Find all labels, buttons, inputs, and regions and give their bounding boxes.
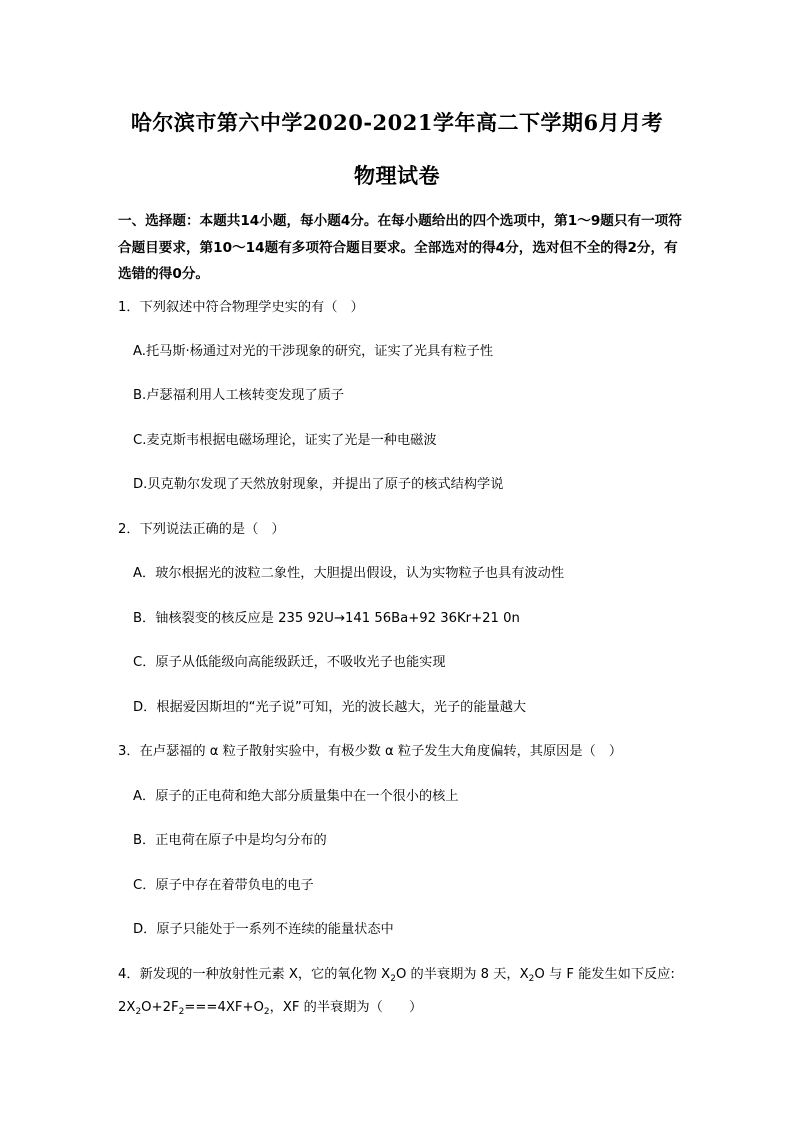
- question-3-option-c: C．原子中存在着带负电的电子: [133, 878, 314, 893]
- question-3-option-b: B．正电荷在原子中是均匀分布的: [133, 833, 327, 848]
- question-1-option-b: B.卢瑟福利用人工核转变发现了质子: [133, 388, 345, 403]
- section-instructions: 一、选择题：本题共14小题，每小题4分。在每小题给出的四个选项中，第1～9题只有一项符合题目要求，第10～14题有多项符合题目要求。全部选对的得4分，选对但不全的得2分，有选错的得0分。: [118, 213, 682, 282]
- q4-text-part: O 与 F 能发生如下反应:: [534, 967, 675, 982]
- exam-title: 哈尔滨市第六中学2020-2021学年高二下学期6月月考: [130, 110, 664, 135]
- question-3-option-a: A．原子的正电荷和绝大部分质量集中在一个很小的核上: [133, 789, 459, 804]
- question-4-stem-line-2: [118, 998, 422, 1018]
- exam-subtitle: 物理试卷: [354, 163, 440, 188]
- q4-text-part: O 的半衰期为 8 天，X: [395, 967, 529, 982]
- q4-text-part: 2X: [118, 1000, 136, 1015]
- subscript-2: 2: [135, 1007, 142, 1017]
- q4-text-part: ===4XF+O: [184, 1000, 264, 1015]
- subscript-2: 2: [390, 974, 396, 984]
- question-1-option-a: A.托马斯·杨通过对光的干涉现象的研究，证实了光具有粒子性: [133, 344, 494, 359]
- subscript-2: 2: [263, 1007, 270, 1017]
- q4-text-part: ，XF 的半衰期为（ ）: [269, 1000, 423, 1015]
- question-3-option-d: D．原子只能处于一系列不连续的能量状态中: [133, 922, 394, 937]
- q4-text-part: 4．新发现的一种放射性元素 X，它的氧化物 X: [118, 967, 391, 982]
- question-1-option-c: C.麦克斯韦根据电磁场理论，证实了光是一种电磁波: [133, 433, 437, 448]
- question-1-stem: 1．下列叙述中符合物理学史实的有（ ）: [118, 300, 364, 315]
- question-4-stem-line-1: [118, 965, 675, 985]
- question-2-option-b: B．铀核裂变的核反应是 235 92U→141 56Ba+92 36Kr+21 0n: [133, 611, 520, 626]
- question-2-stem: 2．下列说法正确的是（ ）: [118, 522, 285, 537]
- q4-text-part: O+2F: [141, 1000, 179, 1015]
- question-3-stem: 3．在卢瑟福的 α 粒子散射实验中，有极少数 α 粒子发生大角度偏转，其原因是（ ）: [118, 744, 623, 759]
- question-1-option-d: D.贝克勒尔发现了天然放射现象，并提出了原子的核式结构学说: [133, 477, 504, 492]
- question-2-option-a: A．玻尔根据光的波粒二象性，大胆提出假设，认为实物粒子也具有波动性: [133, 566, 565, 581]
- question-2-option-c: C．原子从低能级向高能级跃迁，不吸收光子也能实现: [133, 655, 446, 670]
- subscript-2: 2: [528, 974, 535, 984]
- subscript-2: 2: [178, 1007, 185, 1017]
- question-2-option-d: D．根据爱因斯坦的“光子说”可知，光的波长越大，光子的能量越大: [133, 700, 527, 715]
